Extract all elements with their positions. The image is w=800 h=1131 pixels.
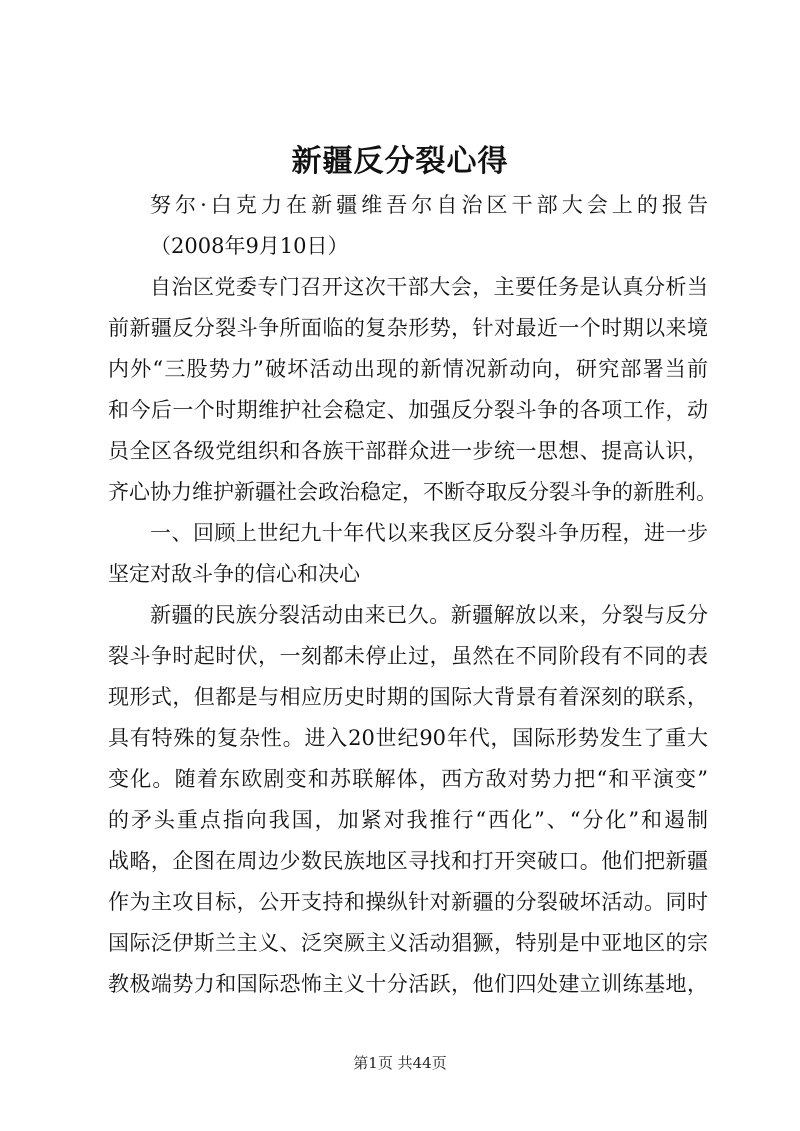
document-date: （2008年9月10日） bbox=[150, 234, 349, 258]
paragraph-line: 现形式，但都是与相应历史时期的国际大背景有着深刻的联系， bbox=[108, 685, 708, 709]
document-subtitle: 努尔·白克力在新疆维吾尔自治区干部大会上的报告 bbox=[150, 193, 708, 217]
paragraph-line: 裂斗争时起时伏，一刻都未停止过，虽然在不同阶段有不同的表 bbox=[108, 644, 708, 668]
paragraph-line: 的矛头重点指向我国，加紧对我推行“西化”、“分化”和遏制 bbox=[108, 808, 708, 832]
document-title: 新疆反分裂心得 bbox=[291, 144, 509, 179]
paragraph-line: 具有特殊的复杂性。进入20世纪90年代，国际形势发生了重大 bbox=[108, 726, 708, 750]
paragraph-line: 战略，企图在周边少数民族地区寻找和打开突破口。他们把新疆 bbox=[108, 849, 708, 873]
paragraph-line: 教极端势力和国际恐怖主义十分活跃，他们四处建立训练基地， bbox=[108, 972, 708, 996]
paragraph-line: 齐心协力维护新疆社会政治稳定，不断夺取反分裂斗争的新胜利。 bbox=[108, 480, 717, 504]
page-number-footer: 第1页 共44页 bbox=[353, 1054, 447, 1072]
paragraph-line: 变化。随着东欧剧变和苏联解体，西方敌对势力把“和平演变” bbox=[108, 767, 708, 791]
section-heading-line: 坚定对敌斗争的信心和决心 bbox=[108, 562, 360, 586]
paragraph-line: 和今后一个时期维护社会稳定、加强反分裂斗争的各项工作，动 bbox=[108, 398, 708, 422]
paragraph-line: 内外“三股势力”破坏活动出现的新情况新动向，研究部署当前 bbox=[108, 357, 708, 381]
paragraph-line: 作为主攻目标，公开支持和操纵针对新疆的分裂破坏活动。同时 bbox=[108, 890, 708, 914]
paragraph-line: 国际泛伊斯兰主义、泛突厥主义活动猖獗，特别是中亚地区的宗 bbox=[108, 931, 708, 955]
paragraph-line: 新疆的民族分裂活动由来已久。新疆解放以来，分裂与反分 bbox=[150, 603, 708, 627]
paragraph-line: 前新疆反分裂斗争所面临的复杂形势，针对最近一个时期以来境 bbox=[108, 316, 708, 340]
paragraph-line: 员全区各级党组织和各族干部群众进一步统一思想、提高认识， bbox=[108, 439, 708, 463]
section-heading-line: 一、回顾上世纪九十年代以来我区反分裂斗争历程，进一步 bbox=[150, 521, 708, 545]
paragraph-line: 自治区党委专门召开这次干部大会，主要任务是认真分析当 bbox=[150, 275, 708, 299]
